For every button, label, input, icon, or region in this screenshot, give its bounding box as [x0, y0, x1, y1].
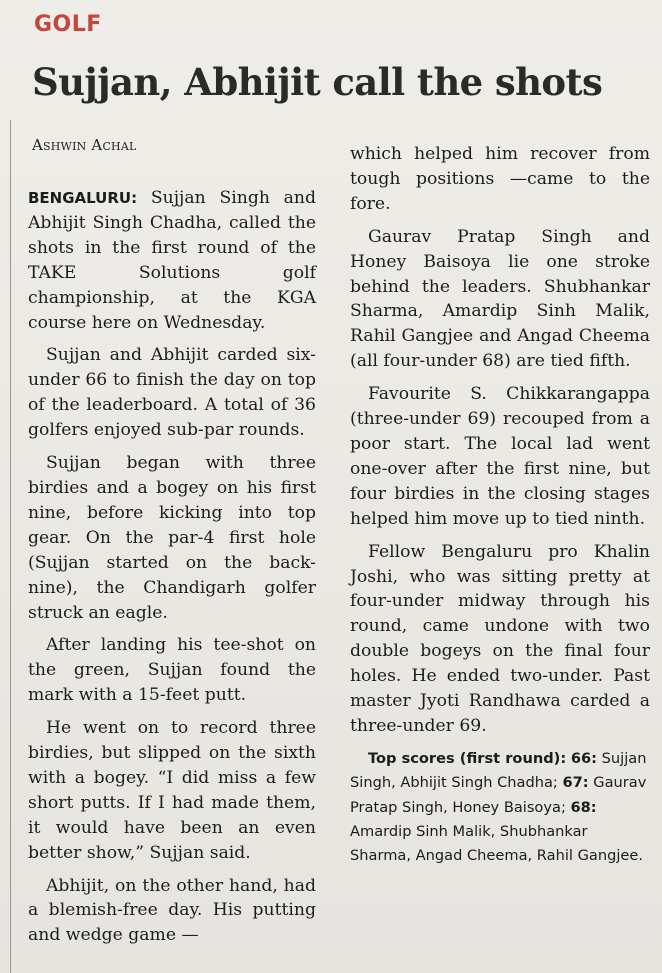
- section-kicker: GOLF: [34, 12, 102, 37]
- score-68: 68:: [570, 798, 597, 816]
- paragraph: Fellow Bengaluru pro Khalin Joshi, who was sitting pretty at four-under midway through his round, came undone with two double bogeys on the final four holes. He ended two-under. Past master Jyoti Randhawa carded a three-under 69.: [350, 541, 650, 736]
- paragraph: He went on to record three birdies, but slipped on the sixth with a bogey. “I did miss a few short putts. If I had made them, it would have been an even better show,” Sujjan said.: [28, 718, 316, 863]
- byline: Ashwin Achal: [32, 136, 137, 154]
- article-column-right: [350, 142, 650, 869]
- paragraph: Sujjan and Abhijit carded six-under 66 to finish the day on top of the leaderboard. A total of 36 golfers enjoyed sub-par rounds.: [28, 345, 316, 441]
- paragraph: [28, 186, 316, 335]
- headline: Sujjan, Abhijit call the shots: [32, 60, 603, 104]
- column-rule: [10, 120, 11, 973]
- dateline: BENGALURU:: [28, 189, 138, 207]
- score-67: 67:: [562, 774, 589, 792]
- paragraph: Gaurav Pratap Singh and Honey Baisoya lie one stroke behind the leaders. Shubhankar Sharma, Amardip Sinh Malik, Rahil Gangjee and Angad Cheema (all four-under 68) are tied fifth.: [350, 226, 650, 372]
- score-66: 66:: [570, 749, 597, 767]
- paragraph: which helped him recover from tough positions —came to the fore.: [350, 144, 650, 214]
- paragraph: Sujjan began with three birdies and a bogey on his first nine, before kicking into top gear. On the par-4 first hole (Sujjan started on the back-nine), the Chandigarh golfer struck an eagle.: [28, 453, 316, 623]
- top-scores: [350, 747, 650, 869]
- paragraph-text: Sujjan Singh and Abhijit Singh Chadha, called the shots in the first round of the TAKE Solutions golf championship, at the KGA course here on Wednesday.: [28, 188, 316, 333]
- paragraph: Abhijit, on the other hand, had a blemish-free day. His putting and wedge game —: [28, 875, 316, 946]
- score-66-players: Sujjan Singh, Abhijit Singh Chadha;: [350, 749, 647, 792]
- paragraph: Favourite S. Chikkarangappa (three-under 69) recouped from a poor start. The local lad went one-over after the first nine, but four birdies in the closing stages helped him move up to tied ninth.: [350, 384, 650, 529]
- paragraph: After landing his tee-shot on the green, Sujjan found the mark with a 15-feet putt.: [28, 635, 316, 706]
- article-column-left: [28, 186, 316, 948]
- score-67-players: Gaurav Pratap Singh, Honey Baisoya;: [350, 774, 647, 816]
- score-68-players: Amardip Sinh Malik, Shubhankar Sharma, Angad Cheema, Rahil Gangjee.: [350, 823, 643, 865]
- scores-label: Top scores (first round):: [368, 749, 567, 767]
